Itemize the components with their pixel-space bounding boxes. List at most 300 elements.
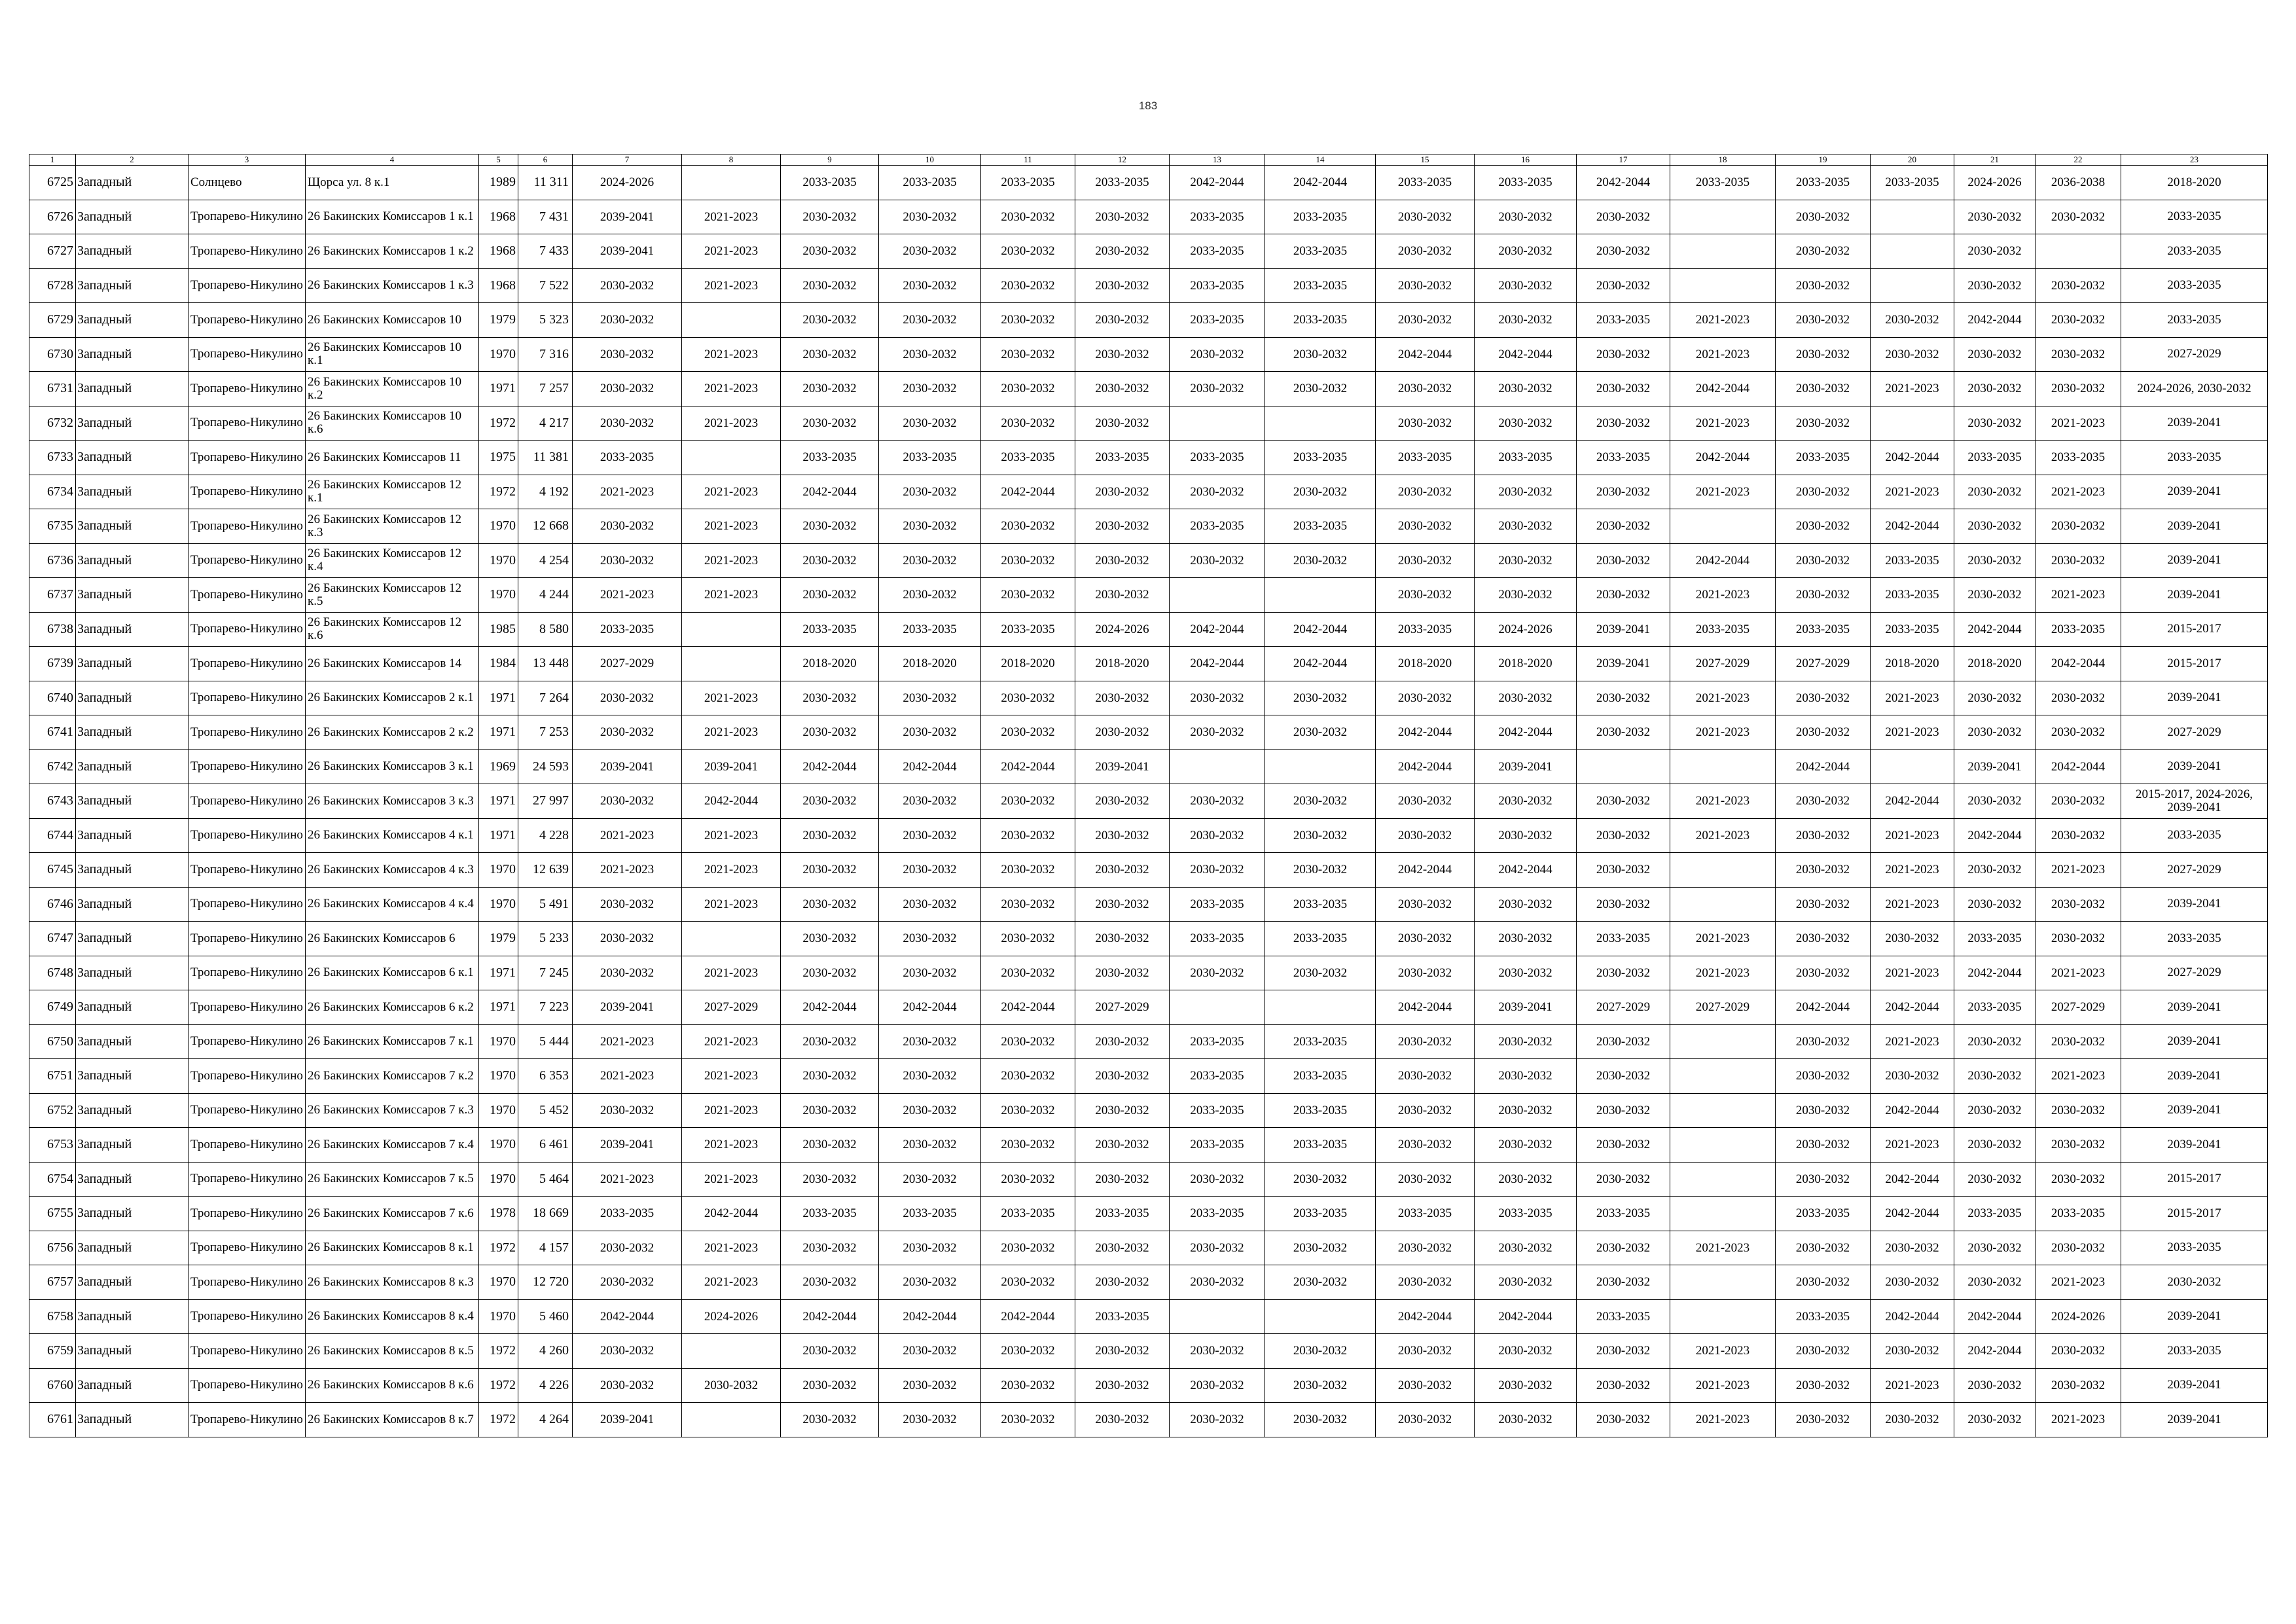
period-col-13-cell: [1170, 990, 1265, 1025]
period-col-23-cell: 2027-2029: [2121, 337, 2268, 372]
period-col-21-cell: 2030-2032: [1954, 1024, 2036, 1059]
column-header-4: 4: [306, 154, 479, 166]
period-col-15-cell: 2030-2032: [1376, 303, 1475, 338]
period-col-7-cell: 2033-2035: [573, 1197, 682, 1231]
period-col-21-cell: 2042-2044: [1954, 303, 2036, 338]
period-col-12-cell: 2030-2032: [1075, 1059, 1170, 1094]
period-col-10-cell: 2030-2032: [879, 784, 981, 819]
period-col-19-cell: 2030-2032: [1776, 475, 1871, 509]
build-year-cell: 1979: [479, 303, 518, 338]
period-col-23-cell: 2039-2041: [2121, 749, 2268, 784]
volume-cell: 6 353: [518, 1059, 573, 1094]
period-col-16-cell: 2030-2032: [1475, 543, 1577, 578]
period-col-7-cell: 2021-2023: [573, 853, 682, 888]
period-col-21-cell: 2033-2035: [1954, 441, 2036, 475]
period-col-11-cell: 2030-2032: [981, 1368, 1075, 1403]
row-number-cell: 6754: [29, 1162, 76, 1197]
period-col-8-cell: [682, 612, 781, 647]
area-cell: Тропарево-Никулино: [188, 543, 306, 578]
period-col-11-cell: 2030-2032: [981, 200, 1075, 234]
address-cell: 26 Бакинских Комиссаров 2 к.2: [306, 715, 479, 750]
period-col-19-cell: 2030-2032: [1776, 200, 1871, 234]
address-cell: 26 Бакинских Комиссаров 1 к.2: [306, 234, 479, 269]
period-col-12-cell: 2033-2035: [1075, 441, 1170, 475]
period-col-14-cell: 2030-2032: [1265, 715, 1376, 750]
period-col-13-cell: 2033-2035: [1170, 268, 1265, 303]
period-col-17-cell: 2030-2032: [1577, 509, 1670, 544]
period-col-14-cell: 2030-2032: [1265, 1231, 1376, 1265]
table-row: [29, 887, 2268, 922]
table-row: [29, 406, 2268, 441]
period-col-7-cell: 2030-2032: [573, 303, 682, 338]
table-row: [29, 1368, 2268, 1403]
period-col-23-cell: 2015-2017, 2024-2026, 2039-2041: [2121, 784, 2268, 819]
address-cell: 26 Бакинских Комиссаров 12 к.6: [306, 612, 479, 647]
row-number-cell: 6751: [29, 1059, 76, 1094]
table-row: [29, 509, 2268, 544]
period-col-18-cell: 2021-2023: [1670, 715, 1776, 750]
period-col-13-cell: 2033-2035: [1170, 441, 1265, 475]
period-col-16-cell: 2039-2041: [1475, 749, 1577, 784]
period-col-10-cell: 2030-2032: [879, 303, 981, 338]
period-col-7-cell: 2033-2035: [573, 441, 682, 475]
period-col-10-cell: 2030-2032: [879, 200, 981, 234]
period-col-9-cell: 2030-2032: [781, 543, 879, 578]
row-number-cell: 6753: [29, 1128, 76, 1163]
period-col-8-cell: 2021-2023: [682, 475, 781, 509]
period-col-9-cell: 2030-2032: [781, 372, 879, 406]
address-cell: 26 Бакинских Комиссаров 12 к.1: [306, 475, 479, 509]
build-year-cell: 1970: [479, 1059, 518, 1094]
volume-cell: 4 228: [518, 818, 573, 853]
district-cell: Западный: [76, 1368, 188, 1403]
period-col-17-cell: 2030-2032: [1577, 268, 1670, 303]
volume-cell: 8 580: [518, 612, 573, 647]
row-number-cell: 6759: [29, 1334, 76, 1369]
period-col-14-cell: 2030-2032: [1265, 1162, 1376, 1197]
period-col-14-cell: 2033-2035: [1265, 1093, 1376, 1128]
period-col-12-cell: 2030-2032: [1075, 1334, 1170, 1369]
period-col-22-cell: [2036, 234, 2121, 269]
period-col-12-cell: 2030-2032: [1075, 475, 1170, 509]
period-col-10-cell: 2030-2032: [879, 956, 981, 990]
period-col-15-cell: 2018-2020: [1376, 647, 1475, 681]
period-col-13-cell: 2033-2035: [1170, 1093, 1265, 1128]
volume-cell: 5 323: [518, 303, 573, 338]
district-cell: Западный: [76, 268, 188, 303]
row-number-cell: 6743: [29, 784, 76, 819]
period-col-14-cell: 2030-2032: [1265, 1368, 1376, 1403]
district-cell: Западный: [76, 578, 188, 613]
period-col-23-cell: 2015-2017: [2121, 1162, 2268, 1197]
period-col-15-cell: 2030-2032: [1376, 1334, 1475, 1369]
period-col-20-cell: 2018-2020: [1871, 647, 1954, 681]
period-col-8-cell: 2021-2023: [682, 956, 781, 990]
period-col-22-cell: 2030-2032: [2036, 372, 2121, 406]
period-col-8-cell: 2027-2029: [682, 990, 781, 1025]
area-cell: Тропарево-Никулино: [188, 1128, 306, 1163]
period-col-12-cell: 2030-2032: [1075, 268, 1170, 303]
period-col-11-cell: 2030-2032: [981, 1024, 1075, 1059]
period-col-23-cell: 2033-2035: [2121, 818, 2268, 853]
table-row: [29, 1403, 2268, 1437]
period-col-14-cell: 2030-2032: [1265, 543, 1376, 578]
period-col-9-cell: 2030-2032: [781, 1403, 879, 1437]
period-col-9-cell: 2030-2032: [781, 509, 879, 544]
table-row: [29, 990, 2268, 1025]
period-col-16-cell: 2030-2032: [1475, 200, 1577, 234]
period-col-14-cell: 2042-2044: [1265, 612, 1376, 647]
row-number-cell: 6735: [29, 509, 76, 544]
period-col-16-cell: 2033-2035: [1475, 441, 1577, 475]
period-col-18-cell: 2021-2023: [1670, 922, 1776, 956]
period-col-21-cell: 2030-2032: [1954, 1093, 2036, 1128]
period-col-19-cell: 2030-2032: [1776, 1024, 1871, 1059]
period-col-20-cell: 2021-2023: [1871, 818, 1954, 853]
period-col-22-cell: 2027-2029: [2036, 990, 2121, 1025]
period-col-20-cell: 2030-2032: [1871, 303, 1954, 338]
period-col-22-cell: 2033-2035: [2036, 612, 2121, 647]
row-number-cell: 6755: [29, 1197, 76, 1231]
period-col-14-cell: 2030-2032: [1265, 681, 1376, 715]
period-col-22-cell: 2030-2032: [2036, 200, 2121, 234]
period-col-12-cell: 2030-2032: [1075, 1128, 1170, 1163]
period-col-14-cell: 2033-2035: [1265, 1024, 1376, 1059]
period-col-14-cell: 2033-2035: [1265, 441, 1376, 475]
table-row: [29, 818, 2268, 853]
area-cell: Тропарево-Никулино: [188, 200, 306, 234]
period-col-23-cell: 2039-2041: [2121, 1403, 2268, 1437]
period-col-10-cell: 2033-2035: [879, 1197, 981, 1231]
period-col-15-cell: 2030-2032: [1376, 1093, 1475, 1128]
period-col-22-cell: 2030-2032: [2036, 784, 2121, 819]
period-col-17-cell: 2030-2032: [1577, 372, 1670, 406]
period-col-22-cell: 2030-2032: [2036, 1128, 2121, 1163]
period-col-10-cell: 2042-2044: [879, 990, 981, 1025]
period-col-21-cell: 2030-2032: [1954, 853, 2036, 888]
period-col-10-cell: 2033-2035: [879, 166, 981, 200]
period-col-8-cell: [682, 441, 781, 475]
column-header-12: 12: [1075, 154, 1170, 166]
period-col-14-cell: 2033-2035: [1265, 1059, 1376, 1094]
period-col-12-cell: 2030-2032: [1075, 1265, 1170, 1300]
period-col-23-cell: 2039-2041: [2121, 578, 2268, 613]
period-col-13-cell: 2030-2032: [1170, 337, 1265, 372]
period-col-13-cell: [1170, 1299, 1265, 1334]
period-col-18-cell: [1670, 1299, 1776, 1334]
build-year-cell: 1975: [479, 441, 518, 475]
volume-cell: 7 223: [518, 990, 573, 1025]
district-cell: Западный: [76, 234, 188, 269]
period-col-10-cell: 2030-2032: [879, 509, 981, 544]
period-col-12-cell: 2030-2032: [1075, 303, 1170, 338]
area-cell: Тропарево-Никулино: [188, 1024, 306, 1059]
period-col-15-cell: 2030-2032: [1376, 1162, 1475, 1197]
period-col-9-cell: 2033-2035: [781, 1197, 879, 1231]
volume-cell: 18 669: [518, 1197, 573, 1231]
period-col-23-cell: 2033-2035: [2121, 268, 2268, 303]
period-col-17-cell: 2030-2032: [1577, 818, 1670, 853]
period-col-15-cell: 2042-2044: [1376, 853, 1475, 888]
period-col-22-cell: 2030-2032: [2036, 1334, 2121, 1369]
build-year-cell: 1971: [479, 715, 518, 750]
period-col-11-cell: 2030-2032: [981, 681, 1075, 715]
period-col-9-cell: 2030-2032: [781, 1128, 879, 1163]
period-col-13-cell: 2030-2032: [1170, 1334, 1265, 1369]
period-col-10-cell: 2030-2032: [879, 268, 981, 303]
period-col-16-cell: 2042-2044: [1475, 853, 1577, 888]
period-col-7-cell: 2039-2041: [573, 1403, 682, 1437]
row-number-cell: 6750: [29, 1024, 76, 1059]
period-col-16-cell: 2033-2035: [1475, 1197, 1577, 1231]
period-col-16-cell: 2030-2032: [1475, 578, 1577, 613]
schedule-table-container: [29, 154, 2267, 1437]
period-col-16-cell: 2030-2032: [1475, 1059, 1577, 1094]
row-number-cell: 6739: [29, 647, 76, 681]
period-col-7-cell: 2024-2026: [573, 166, 682, 200]
volume-cell: 5 452: [518, 1093, 573, 1128]
period-col-15-cell: 2030-2032: [1376, 818, 1475, 853]
column-header-22: 22: [2036, 154, 2121, 166]
table-header: [29, 154, 2268, 166]
period-col-17-cell: 2030-2032: [1577, 1403, 1670, 1437]
period-col-15-cell: 2030-2032: [1376, 922, 1475, 956]
period-col-11-cell: 2030-2032: [981, 406, 1075, 441]
address-cell: 26 Бакинских Комиссаров 3 к.1: [306, 749, 479, 784]
period-col-7-cell: 2042-2044: [573, 1299, 682, 1334]
volume-cell: 7 316: [518, 337, 573, 372]
period-col-14-cell: 2030-2032: [1265, 475, 1376, 509]
area-cell: Тропарево-Никулино: [188, 406, 306, 441]
period-col-18-cell: [1670, 200, 1776, 234]
period-col-13-cell: 2033-2035: [1170, 922, 1265, 956]
table-row: [29, 1265, 2268, 1300]
period-col-15-cell: 2030-2032: [1376, 543, 1475, 578]
period-col-13-cell: 2033-2035: [1170, 1197, 1265, 1231]
period-col-23-cell: 2039-2041: [2121, 509, 2268, 544]
period-col-13-cell: [1170, 406, 1265, 441]
period-col-19-cell: 2030-2032: [1776, 922, 1871, 956]
period-col-18-cell: [1670, 1162, 1776, 1197]
period-col-20-cell: 2042-2044: [1871, 441, 1954, 475]
period-col-13-cell: 2033-2035: [1170, 1024, 1265, 1059]
period-col-8-cell: 2021-2023: [682, 1265, 781, 1300]
period-col-15-cell: 2030-2032: [1376, 1128, 1475, 1163]
period-col-20-cell: 2030-2032: [1871, 1059, 1954, 1094]
period-col-16-cell: 2030-2032: [1475, 303, 1577, 338]
row-number-cell: 6752: [29, 1093, 76, 1128]
period-col-12-cell: 2030-2032: [1075, 1093, 1170, 1128]
volume-cell: 4 260: [518, 1334, 573, 1369]
period-col-8-cell: 2021-2023: [682, 406, 781, 441]
area-cell: Тропарево-Никулино: [188, 715, 306, 750]
period-col-15-cell: 2030-2032: [1376, 1059, 1475, 1094]
table-row: [29, 441, 2268, 475]
area-cell: Тропарево-Никулино: [188, 509, 306, 544]
period-col-17-cell: 2030-2032: [1577, 1368, 1670, 1403]
period-col-16-cell: 2030-2032: [1475, 1334, 1577, 1369]
period-col-9-cell: 2030-2032: [781, 1334, 879, 1369]
period-col-19-cell: 2030-2032: [1776, 578, 1871, 613]
period-col-7-cell: 2030-2032: [573, 1265, 682, 1300]
period-col-23-cell: 2039-2041: [2121, 887, 2268, 922]
address-cell: 26 Бакинских Комиссаров 6 к.2: [306, 990, 479, 1025]
table-body: [29, 166, 2268, 1437]
period-col-16-cell: 2024-2026: [1475, 612, 1577, 647]
volume-cell: 7 245: [518, 956, 573, 990]
build-year-cell: 1970: [479, 1093, 518, 1128]
period-col-11-cell: 2030-2032: [981, 1334, 1075, 1369]
row-number-cell: 6728: [29, 268, 76, 303]
period-col-21-cell: 2033-2035: [1954, 1197, 2036, 1231]
period-col-15-cell: 2042-2044: [1376, 990, 1475, 1025]
period-col-19-cell: 2030-2032: [1776, 1093, 1871, 1128]
period-col-23-cell: 2033-2035: [2121, 441, 2268, 475]
period-col-16-cell: 2030-2032: [1475, 268, 1577, 303]
period-col-21-cell: 2018-2020: [1954, 647, 2036, 681]
period-col-14-cell: [1265, 1299, 1376, 1334]
address-cell: 26 Бакинских Комиссаров 6: [306, 922, 479, 956]
period-col-17-cell: 2030-2032: [1577, 956, 1670, 990]
volume-cell: 7 264: [518, 681, 573, 715]
period-col-18-cell: 2042-2044: [1670, 441, 1776, 475]
period-col-21-cell: 2030-2032: [1954, 372, 2036, 406]
period-col-20-cell: 2042-2044: [1871, 990, 1954, 1025]
period-col-19-cell: 2030-2032: [1776, 715, 1871, 750]
district-cell: Западный: [76, 922, 188, 956]
period-col-9-cell: 2033-2035: [781, 441, 879, 475]
period-col-8-cell: 2021-2023: [682, 853, 781, 888]
period-col-14-cell: 2030-2032: [1265, 956, 1376, 990]
period-col-23-cell: 2039-2041: [2121, 990, 2268, 1025]
period-col-9-cell: 2030-2032: [781, 956, 879, 990]
period-col-16-cell: 2030-2032: [1475, 1368, 1577, 1403]
period-col-17-cell: 2030-2032: [1577, 543, 1670, 578]
period-col-13-cell: 2030-2032: [1170, 475, 1265, 509]
period-col-18-cell: [1670, 853, 1776, 888]
period-col-7-cell: 2030-2032: [573, 406, 682, 441]
area-cell: Тропарево-Никулино: [188, 922, 306, 956]
period-col-11-cell: 2030-2032: [981, 784, 1075, 819]
row-number-cell: 6741: [29, 715, 76, 750]
period-col-19-cell: 2030-2032: [1776, 1265, 1871, 1300]
column-header-19: 19: [1776, 154, 1871, 166]
period-col-10-cell: 2030-2032: [879, 1265, 981, 1300]
period-col-20-cell: 2021-2023: [1871, 1024, 1954, 1059]
volume-cell: 4 244: [518, 578, 573, 613]
volume-cell: 4 264: [518, 1403, 573, 1437]
period-col-22-cell: 2021-2023: [2036, 853, 2121, 888]
column-header-18: 18: [1670, 154, 1776, 166]
area-cell: Солнцево: [188, 166, 306, 200]
period-col-11-cell: 2030-2032: [981, 1059, 1075, 1094]
build-year-cell: 1970: [479, 1299, 518, 1334]
period-col-16-cell: 2030-2032: [1475, 1093, 1577, 1128]
build-year-cell: 1970: [479, 578, 518, 613]
period-col-14-cell: 2030-2032: [1265, 1265, 1376, 1300]
period-col-23-cell: 2015-2017: [2121, 647, 2268, 681]
build-year-cell: 1969: [479, 749, 518, 784]
period-col-22-cell: 2021-2023: [2036, 578, 2121, 613]
period-col-11-cell: 2042-2044: [981, 1299, 1075, 1334]
period-col-16-cell: 2018-2020: [1475, 647, 1577, 681]
table-row: [29, 922, 2268, 956]
period-col-23-cell: 2039-2041: [2121, 543, 2268, 578]
volume-cell: 7 431: [518, 200, 573, 234]
period-col-16-cell: 2030-2032: [1475, 887, 1577, 922]
period-col-23-cell: 2039-2041: [2121, 1299, 2268, 1334]
period-col-10-cell: 2030-2032: [879, 681, 981, 715]
period-col-18-cell: 2033-2035: [1670, 612, 1776, 647]
column-header-13: 13: [1170, 154, 1265, 166]
period-col-9-cell: 2030-2032: [781, 234, 879, 269]
area-cell: Тропарево-Никулино: [188, 234, 306, 269]
period-col-7-cell: 2033-2035: [573, 612, 682, 647]
period-col-22-cell: 2030-2032: [2036, 303, 2121, 338]
period-col-14-cell: 2030-2032: [1265, 1403, 1376, 1437]
area-cell: Тропарево-Никулино: [188, 956, 306, 990]
row-number-cell: 6729: [29, 303, 76, 338]
period-col-13-cell: 2033-2035: [1170, 509, 1265, 544]
period-col-22-cell: 2030-2032: [2036, 543, 2121, 578]
period-col-17-cell: 2030-2032: [1577, 475, 1670, 509]
period-col-22-cell: 2030-2032: [2036, 268, 2121, 303]
period-col-12-cell: 2030-2032: [1075, 784, 1170, 819]
period-col-17-cell: 2042-2044: [1577, 166, 1670, 200]
period-col-10-cell: 2030-2032: [879, 887, 981, 922]
period-col-23-cell: 2039-2041: [2121, 681, 2268, 715]
period-col-14-cell: 2033-2035: [1265, 303, 1376, 338]
period-col-17-cell: 2030-2032: [1577, 1231, 1670, 1265]
period-col-7-cell: 2030-2032: [573, 268, 682, 303]
period-col-7-cell: 2030-2032: [573, 715, 682, 750]
period-col-21-cell: 2030-2032: [1954, 578, 2036, 613]
period-col-15-cell: 2030-2032: [1376, 200, 1475, 234]
period-col-20-cell: 2042-2044: [1871, 1197, 1954, 1231]
period-col-9-cell: 2030-2032: [781, 578, 879, 613]
period-col-8-cell: [682, 303, 781, 338]
period-col-13-cell: [1170, 578, 1265, 613]
district-cell: Западный: [76, 1299, 188, 1334]
row-number-cell: 6756: [29, 1231, 76, 1265]
period-col-7-cell: 2030-2032: [573, 956, 682, 990]
address-cell: 26 Бакинских Комиссаров 7 к.1: [306, 1024, 479, 1059]
district-cell: Западный: [76, 647, 188, 681]
period-col-21-cell: 2030-2032: [1954, 234, 2036, 269]
period-col-22-cell: 2033-2035: [2036, 441, 2121, 475]
period-col-7-cell: 2030-2032: [573, 1368, 682, 1403]
column-header-20: 20: [1871, 154, 1954, 166]
period-col-19-cell: 2030-2032: [1776, 681, 1871, 715]
period-col-18-cell: [1670, 234, 1776, 269]
area-cell: Тропарево-Никулино: [188, 441, 306, 475]
period-col-13-cell: 2030-2032: [1170, 853, 1265, 888]
volume-cell: 5 464: [518, 1162, 573, 1197]
period-col-7-cell: 2021-2023: [573, 578, 682, 613]
period-col-14-cell: 2042-2044: [1265, 647, 1376, 681]
volume-cell: 5 444: [518, 1024, 573, 1059]
period-col-18-cell: [1670, 749, 1776, 784]
district-cell: Западный: [76, 543, 188, 578]
period-col-19-cell: 2030-2032: [1776, 1059, 1871, 1094]
build-year-cell: 1972: [479, 1334, 518, 1369]
period-col-13-cell: 2030-2032: [1170, 372, 1265, 406]
period-col-22-cell: 2021-2023: [2036, 1403, 2121, 1437]
period-col-10-cell: 2030-2032: [879, 234, 981, 269]
period-col-10-cell: 2030-2032: [879, 922, 981, 956]
column-header-15: 15: [1376, 154, 1475, 166]
district-cell: Западный: [76, 337, 188, 372]
